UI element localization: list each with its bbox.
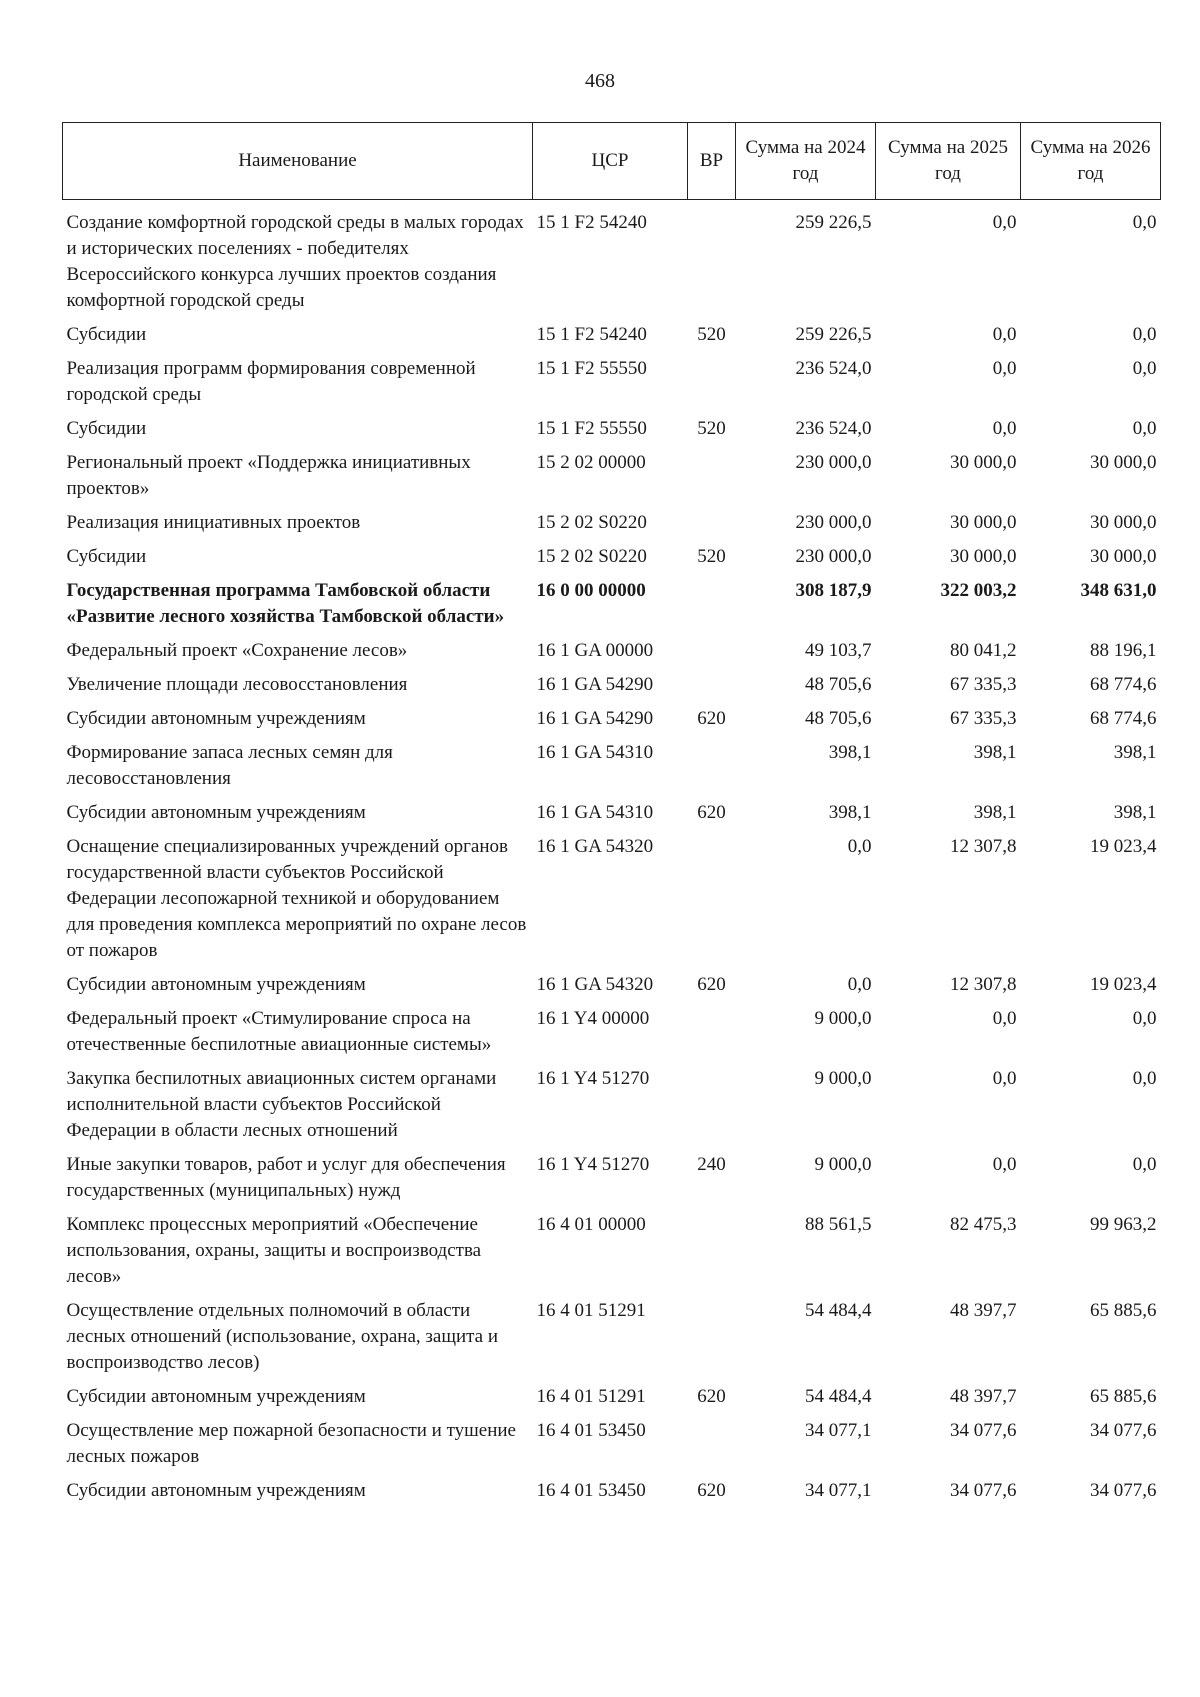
row-sum-2025: 30 000,0: [950, 452, 1017, 473]
header-sum-2025: Сумма на 2025 год: [876, 123, 1021, 200]
row-sum-2025: 0,0: [992, 1008, 1017, 1029]
row-sum-2024: 259 226,5: [795, 324, 872, 345]
table-row: [63, 1208, 1161, 1294]
row-sum-2026: 0,0: [1132, 1008, 1157, 1029]
row-sum-2024: 230 000,0: [795, 546, 872, 567]
row-csr: 16 0 00 00000: [536, 580, 646, 601]
row-vr: [688, 634, 736, 668]
row-sum-2025: 48 397,7: [950, 1386, 1017, 1407]
table-row: [63, 634, 1161, 668]
row-name: Иные закупки товаров, работ и услуг для обеспечения государственных (муниципальных) нужд: [66, 1154, 506, 1201]
header-name: Наименование: [63, 123, 533, 200]
row-csr: 16 1 Y4 51270: [536, 1154, 650, 1175]
row-vr: 620: [697, 1386, 726, 1407]
row-sum-2026: 65 885,6: [1090, 1386, 1157, 1407]
row-csr: 16 1 GA 54320: [536, 836, 654, 857]
row-name: Субсидии автономным учреждениям: [66, 802, 366, 823]
table-row: [63, 412, 1161, 446]
row-sum-2024: 230 000,0: [795, 452, 872, 473]
row-name: Федеральный проект «Стимулирование спроса на отечественные беспилотные авиационные системы»: [66, 1008, 492, 1055]
row-sum-2026: 0,0: [1132, 418, 1157, 439]
row-name: Субсидии автономным учреждениям: [66, 974, 366, 995]
row-sum-2025: 398,1: [973, 742, 1017, 763]
row-sum-2026: 0,0: [1132, 358, 1157, 379]
row-csr: 16 4 01 00000: [536, 1214, 646, 1235]
row-vr: 620: [697, 974, 726, 995]
row-sum-2024: 9 000,0: [814, 1068, 872, 1089]
row-sum-2024: 48 705,6: [805, 674, 872, 695]
row-csr: 15 1 F2 54240: [536, 324, 647, 345]
row-sum-2024: 259 226,5: [795, 212, 872, 233]
row-sum-2026: 65 885,6: [1090, 1300, 1157, 1321]
row-sum-2026: 0,0: [1132, 1154, 1157, 1175]
row-sum-2025: 0,0: [992, 1068, 1017, 1089]
table-row: [63, 318, 1161, 352]
row-vr: [688, 736, 736, 796]
row-sum-2026: 68 774,6: [1090, 674, 1157, 695]
row-vr: [688, 1414, 736, 1474]
row-sum-2025: 0,0: [992, 324, 1017, 345]
table-header: [63, 123, 1161, 200]
row-sum-2024: 48 705,6: [805, 708, 872, 729]
row-csr: 16 1 GA 54290: [536, 708, 654, 729]
row-sum-2025: 48 397,7: [950, 1300, 1017, 1321]
table-row: [63, 506, 1161, 540]
table-row: [63, 702, 1161, 736]
row-vr: [688, 1062, 736, 1148]
row-sum-2026: 68 774,6: [1090, 708, 1157, 729]
header-sum-2024: Сумма на 2024 год: [736, 123, 876, 200]
row-sum-2025: 34 077,6: [950, 1420, 1017, 1441]
row-sum-2026: 0,0: [1132, 324, 1157, 345]
table-row: [63, 668, 1161, 702]
row-sum-2026: 398,1: [1113, 742, 1157, 763]
row-name: Субсидии: [66, 546, 147, 567]
row-sum-2026: 398,1: [1113, 802, 1157, 823]
row-csr: 16 1 GA 00000: [536, 640, 654, 661]
row-csr: 15 2 02 S0220: [536, 546, 647, 567]
row-sum-2024: 9 000,0: [814, 1008, 872, 1029]
row-sum-2024: 308 187,9: [795, 580, 872, 601]
row-sum-2024: 49 103,7: [805, 640, 872, 661]
table-body: [63, 200, 1161, 1509]
row-sum-2026: 0,0: [1132, 1068, 1157, 1089]
table-row: [63, 574, 1161, 634]
row-csr: 16 4 01 51291: [536, 1386, 646, 1407]
row-vr: [688, 1002, 736, 1062]
row-sum-2026: 19 023,4: [1090, 974, 1157, 995]
row-vr: [688, 830, 736, 968]
row-csr: 15 2 02 00000: [536, 452, 646, 473]
table-row: [63, 1380, 1161, 1414]
row-sum-2024: 54 484,4: [805, 1300, 872, 1321]
row-name: Федеральный проект «Сохранение лесов»: [66, 640, 408, 661]
table-row: [63, 540, 1161, 574]
row-sum-2025: 322 003,2: [940, 580, 1017, 601]
row-name: Субсидии автономным учреждениям: [66, 1480, 366, 1501]
row-csr: 15 1 F2 55550: [536, 358, 647, 379]
row-csr: 16 1 Y4 00000: [536, 1008, 650, 1029]
row-sum-2026: 34 077,6: [1090, 1480, 1157, 1501]
table-row: [63, 830, 1161, 968]
row-vr: [688, 446, 736, 506]
row-name: Субсидии: [66, 324, 147, 345]
row-sum-2024: 0,0: [847, 836, 872, 857]
header-vr: ВР: [688, 123, 736, 200]
row-name: Оснащение специализированных учреждений органов государственной власти субъектов Российской Федерации лесопожарной техникой и оборудованием для проведения комплекса мероприятий по охране лесов от пожаров: [66, 836, 527, 961]
row-name: Субсидии автономным учреждениям: [66, 708, 366, 729]
row-name: Субсидии: [66, 418, 147, 439]
row-vr: 240: [697, 1154, 726, 1175]
row-sum-2026: 88 196,1: [1090, 640, 1157, 661]
row-csr: 15 1 F2 54240: [536, 212, 647, 233]
row-sum-2026: 34 077,6: [1090, 1420, 1157, 1441]
table-row: [63, 1002, 1161, 1062]
table-row: [63, 446, 1161, 506]
row-sum-2024: 236 524,0: [795, 358, 872, 379]
row-name: Осуществление отдельных полномочий в области лесных отношений (использование, охрана, защита и воспроизводство лесов): [66, 1300, 499, 1373]
row-vr: [688, 1208, 736, 1294]
table-row: [63, 1294, 1161, 1380]
table-row: [63, 968, 1161, 1002]
row-sum-2025: 67 335,3: [950, 708, 1017, 729]
row-csr: 15 1 F2 55550: [536, 418, 647, 439]
row-sum-2026: 30 000,0: [1090, 512, 1157, 533]
table-row: [63, 796, 1161, 830]
row-vr: [688, 1294, 736, 1380]
row-sum-2026: 19 023,4: [1090, 836, 1157, 857]
row-sum-2025: 0,0: [992, 1154, 1017, 1175]
row-sum-2024: 9 000,0: [814, 1154, 872, 1175]
row-sum-2024: 34 077,1: [805, 1480, 872, 1501]
row-sum-2025: 398,1: [973, 802, 1017, 823]
table-row: [63, 200, 1161, 319]
table-row: [63, 1062, 1161, 1148]
row-csr: 16 1 GA 54310: [536, 802, 654, 823]
row-sum-2026: 30 000,0: [1090, 452, 1157, 473]
row-sum-2026: 99 963,2: [1090, 1214, 1157, 1235]
row-name: Создание комфортной городской среды в малых городах и исторических поселениях - победителях Всероссийского конкурса лучших проектов создания комфортной городской среды: [66, 212, 524, 311]
row-sum-2025: 82 475,3: [950, 1214, 1017, 1235]
row-name: Реализация программ формирования современной городской среды: [66, 358, 476, 405]
row-name: Формирование запаса лесных семян для лесовосстановления: [66, 742, 393, 789]
row-vr: [688, 668, 736, 702]
row-name: Субсидии автономным учреждениям: [66, 1386, 366, 1407]
row-name: Закупка беспилотных авиационных систем органами исполнительной власти субъектов Российской Федерации в области лесных отношений: [66, 1068, 497, 1141]
row-vr: [688, 200, 736, 319]
row-vr: [688, 574, 736, 634]
table-row: [63, 1148, 1161, 1208]
row-sum-2026: 348 631,0: [1080, 580, 1157, 601]
row-sum-2024: 34 077,1: [805, 1420, 872, 1441]
table-row: [63, 1414, 1161, 1474]
row-sum-2026: 0,0: [1132, 212, 1157, 233]
row-vr: 620: [697, 708, 726, 729]
header-row: [63, 123, 1161, 200]
row-sum-2025: 0,0: [992, 418, 1017, 439]
row-vr: [688, 352, 736, 412]
row-sum-2025: 30 000,0: [950, 546, 1017, 567]
row-csr: 16 4 01 53450: [536, 1480, 646, 1501]
row-csr: 16 1 GA 54290: [536, 674, 654, 695]
row-name: Реализация инициативных проектов: [66, 512, 361, 533]
row-name: Государственная программа Тамбовской области «Развитие лесного хозяйства Тамбовской области»: [66, 580, 505, 627]
row-name: Комплекс процессных мероприятий «Обеспечение использования, охраны, защиты и воспроизводства лесов»: [66, 1214, 482, 1287]
row-vr: 520: [697, 324, 726, 345]
row-vr: 520: [697, 418, 726, 439]
row-csr: 16 1 Y4 51270: [536, 1068, 650, 1089]
row-csr: 16 4 01 51291: [536, 1300, 646, 1321]
table-row: [63, 736, 1161, 796]
row-sum-2024: 54 484,4: [805, 1386, 872, 1407]
row-sum-2024: 398,1: [828, 802, 872, 823]
row-vr: [688, 506, 736, 540]
row-sum-2025: 80 041,2: [950, 640, 1017, 661]
row-sum-2025: 30 000,0: [950, 512, 1017, 533]
row-sum-2025: 12 307,8: [950, 836, 1017, 857]
row-sum-2025: 67 335,3: [950, 674, 1017, 695]
row-sum-2025: 34 077,6: [950, 1480, 1017, 1501]
row-name: Региональный проект «Поддержка инициативных проектов»: [66, 452, 471, 499]
row-csr: 16 4 01 53450: [536, 1420, 646, 1441]
row-csr: 16 1 GA 54310: [536, 742, 654, 763]
table-row: [63, 1474, 1161, 1508]
row-sum-2025: 0,0: [992, 358, 1017, 379]
row-sum-2024: 236 524,0: [795, 418, 872, 439]
page-number: 468: [585, 70, 615, 92]
table-row: [63, 352, 1161, 412]
row-sum-2025: 0,0: [992, 212, 1017, 233]
row-name: Осуществление мер пожарной безопасности и тушение лесных пожаров: [66, 1420, 516, 1467]
row-sum-2024: 398,1: [828, 742, 872, 763]
row-sum-2024: 0,0: [847, 974, 872, 995]
row-sum-2024: 230 000,0: [795, 512, 872, 533]
row-csr: 15 2 02 S0220: [536, 512, 647, 533]
budget-table: [62, 122, 1161, 1508]
row-vr: 620: [697, 802, 726, 823]
row-csr: 16 1 GA 54320: [536, 974, 654, 995]
row-sum-2026: 30 000,0: [1090, 546, 1157, 567]
row-vr: 620: [697, 1480, 726, 1501]
row-vr: 520: [697, 546, 726, 567]
row-sum-2024: 88 561,5: [805, 1214, 872, 1235]
row-name: Увеличение площади лесовосстановления: [66, 674, 408, 695]
header-csr: ЦСР: [533, 123, 688, 200]
header-sum-2026: Сумма на 2026 год: [1021, 123, 1161, 200]
row-sum-2025: 12 307,8: [950, 974, 1017, 995]
